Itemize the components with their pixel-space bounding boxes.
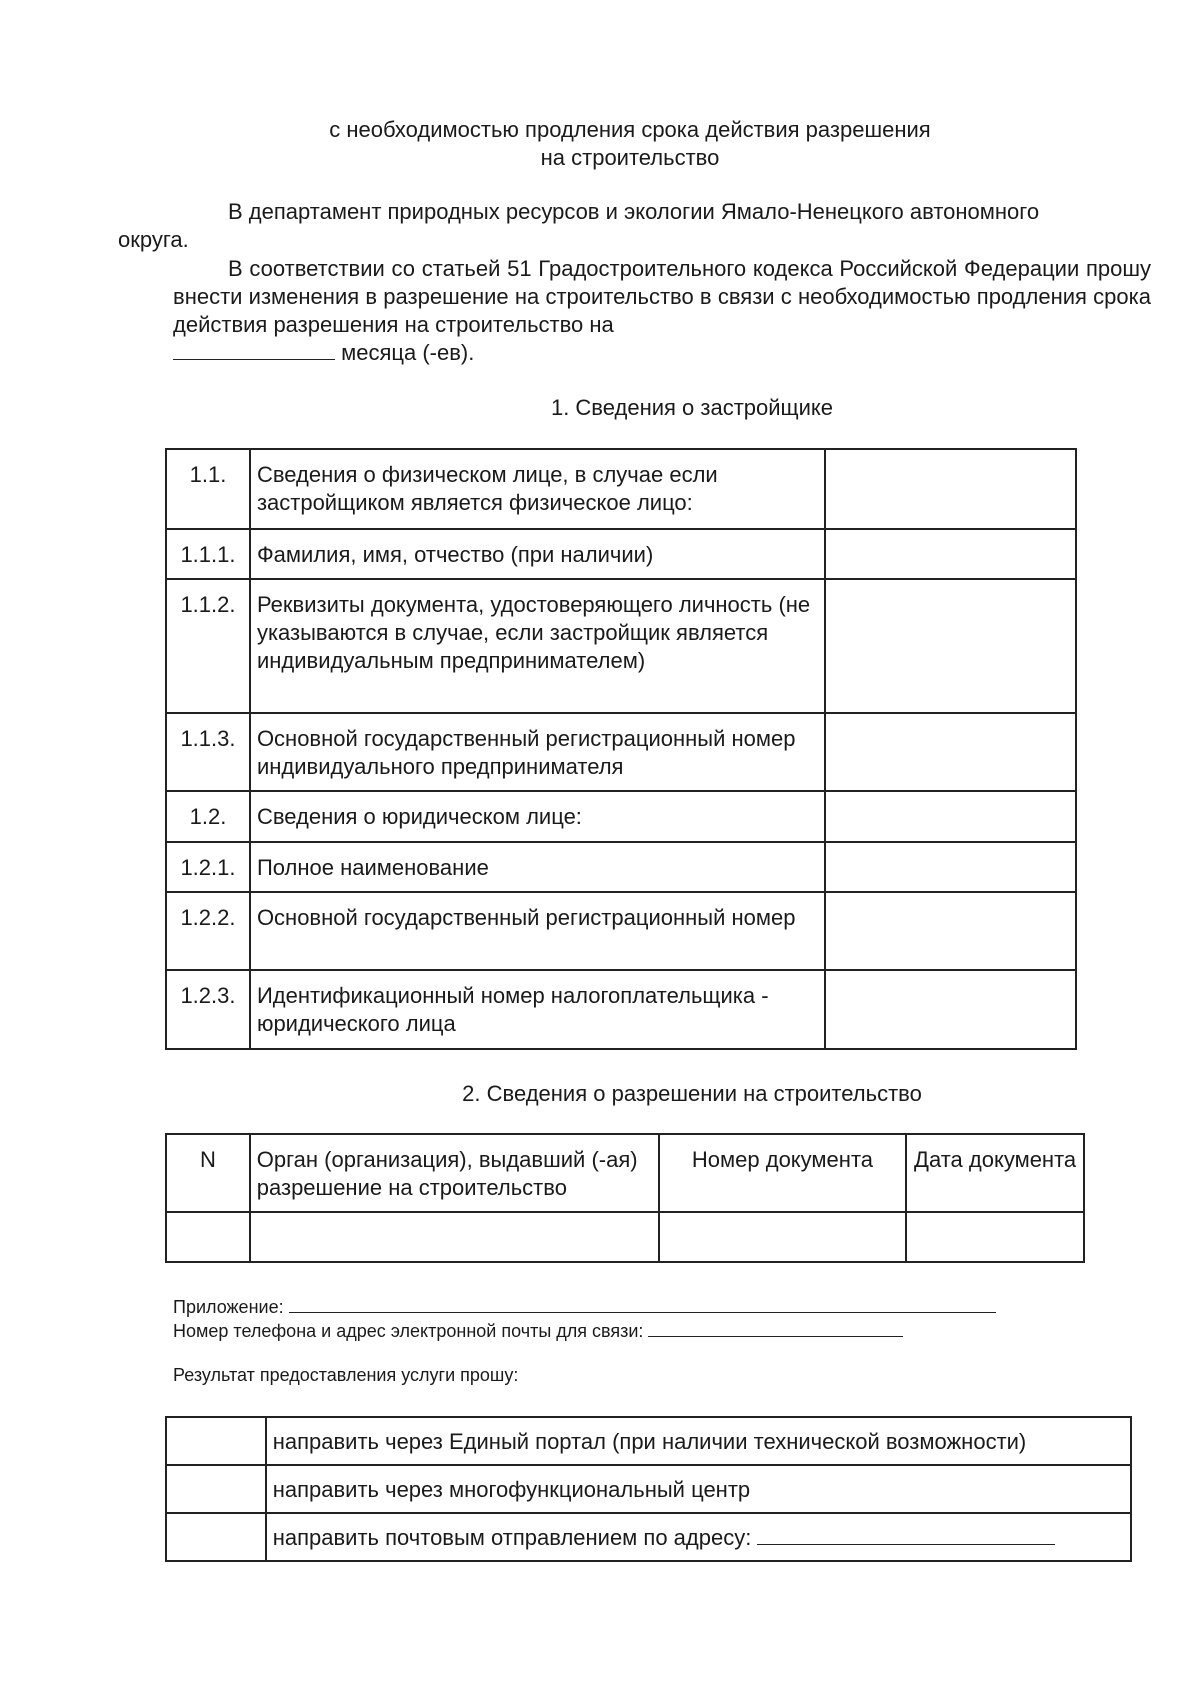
option-postal-cell [266, 1513, 1131, 1561]
months-line [173, 339, 1151, 367]
delivery-options-table [165, 1416, 1132, 1562]
option-label: направить через многофункциональный центр [266, 1465, 1131, 1513]
heading-line-1: с необходимостью продления срока действия разрешения [329, 117, 931, 142]
header-doc-date: Дата документа [906, 1134, 1084, 1212]
header-number: N [166, 1134, 250, 1212]
option-label: направить почтовым отправлением по адресу: [272, 1525, 752, 1550]
row-number: 1.2. [166, 791, 250, 842]
row-value-cell[interactable] [825, 842, 1076, 892]
table-row [166, 1212, 1084, 1262]
table-row [166, 1465, 1131, 1513]
row-value-cell[interactable] [825, 529, 1076, 579]
result-label: Результат предоставления услуги прошу: [173, 1365, 519, 1385]
row-label: Сведения о юридическом лице: [250, 791, 825, 842]
attachment-blank[interactable] [289, 1294, 996, 1313]
row-value-cell[interactable] [825, 791, 1076, 842]
table-row [166, 1417, 1131, 1465]
row-number: 1.1. [166, 449, 250, 529]
section2-title: 2. Сведения о разрешении на строительство [462, 1081, 922, 1106]
option-checkbox-cell[interactable] [166, 1417, 266, 1465]
table-row [166, 713, 1076, 791]
heading-line-2: на строительство [540, 145, 720, 170]
request-paragraph [173, 255, 1151, 339]
row-value-cell[interactable] [825, 579, 1076, 713]
row-number: 1.2.3. [166, 970, 250, 1049]
row-number: 1.1.1. [166, 529, 250, 579]
table-row [166, 892, 1076, 970]
contact-label: Номер телефона и адрес электронной почты для связи: [173, 1321, 644, 1341]
row-value-cell[interactable] [825, 713, 1076, 791]
row-label: Фамилия, имя, отчество (при наличии) [250, 529, 825, 579]
table-row [166, 449, 1076, 529]
row-label: Основной государственный регистрационный номер индивидуального предпринимателя [250, 713, 825, 791]
cell-doc-date[interactable] [906, 1212, 1084, 1262]
attachment-label: Приложение: [173, 1297, 284, 1317]
header-issuer: Орган (организация), выдавший (-ая) разрешение на строительство [250, 1134, 659, 1212]
request-text: В соответствии со статьей 51 Градостроительного кодекса Российской Федерации прошу внести изменения в разрешение на строительство в связи с необходимостью продления срока действия разрешения на строительство на [173, 256, 1151, 337]
cell-number[interactable] [166, 1212, 250, 1262]
attachment-line [173, 1294, 996, 1318]
developer-info-table [165, 448, 1077, 1050]
permit-info-table [165, 1133, 1085, 1263]
cell-doc-number[interactable] [659, 1212, 906, 1262]
option-checkbox-cell[interactable] [166, 1465, 266, 1513]
table-row [166, 970, 1076, 1049]
option-checkbox-cell[interactable] [166, 1513, 266, 1561]
table-header-row [166, 1134, 1084, 1212]
contact-line [173, 1318, 903, 1342]
cell-issuer[interactable] [250, 1212, 659, 1262]
row-number: 1.2.2. [166, 892, 250, 970]
header-doc-number: Номер документа [659, 1134, 906, 1212]
table-row [166, 1513, 1131, 1561]
months-suffix: месяца (-ев). [341, 340, 475, 365]
table-row [166, 842, 1076, 892]
row-label: Реквизиты документа, удостоверяющего личность (не указываются в случае, если застройщик является индивидуальным предпринимателем) [250, 579, 825, 713]
table-row [166, 529, 1076, 579]
row-value-cell[interactable] [825, 449, 1076, 529]
months-blank[interactable] [173, 339, 335, 360]
row-number: 1.1.2. [166, 579, 250, 713]
section1-title: 1. Сведения о застройщике [550, 395, 834, 420]
postal-address-blank[interactable] [757, 1524, 1055, 1545]
addressee-suffix: округа. [118, 227, 189, 252]
option-label: направить через Единый портал (при наличии технической возможности) [266, 1417, 1131, 1465]
row-number: 1.1.3. [166, 713, 250, 791]
row-number: 1.2.1. [166, 842, 250, 892]
row-label: Основной государственный регистрационный номер [250, 892, 825, 970]
table-row [166, 579, 1076, 713]
addressee-prefix: В департамент природных ресурсов и экологии Ямало-Ненецкого автономного [228, 199, 1040, 224]
table-row [166, 791, 1076, 842]
addressee-paragraph [118, 198, 1151, 254]
row-label: Идентификационный номер налогоплательщика - юридического лица [250, 970, 825, 1049]
row-label: Полное наименование [250, 842, 825, 892]
row-value-cell[interactable] [825, 892, 1076, 970]
row-value-cell[interactable] [825, 970, 1076, 1049]
row-label: Сведения о физическом лице, в случае если застройщиком является физическое лицо: [250, 449, 825, 529]
contact-blank[interactable] [648, 1318, 903, 1337]
